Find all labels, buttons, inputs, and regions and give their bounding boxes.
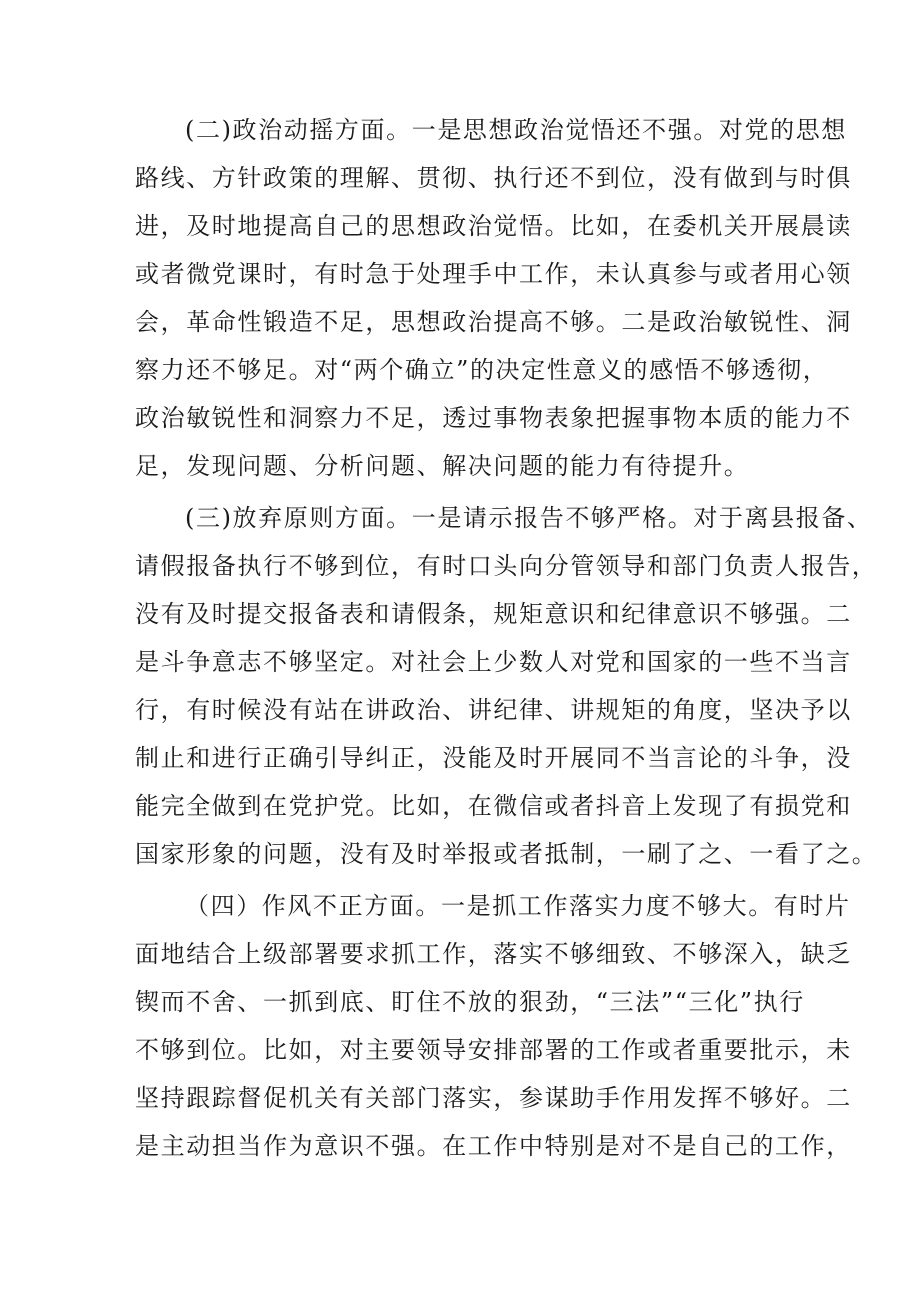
paragraph-line: 足，发现问题、分析问题、解决问题的能力有待提升。 <box>135 452 750 480</box>
paragraph-line: 行，有时候没有站在讲政治、讲纪律、讲规矩的角度，坚决予以 <box>135 696 852 724</box>
paragraph-line: (三)放弃原则方面。一是请示报告不够严格。对于离县报备、 <box>185 504 873 532</box>
paragraph-line: 或者微党课时，有时急于处理手中工作，未认真参与或者用心领 <box>135 260 852 288</box>
paragraph-line: 没有及时提交报备表和请假条，规矩意识和纪律意识不够强。二 <box>135 600 852 628</box>
paragraph-line: 是主动担当作为意识不强。在工作中特别是对不是自己的工作， <box>135 1132 852 1160</box>
paragraph-line: 进，及时地提高自己的思想政治觉悟。比如，在委机关开展晨读 <box>135 212 852 240</box>
paragraph-line: 国家形象的问题，没有及时举报或者抵制，一刷了之、一看了之。 <box>135 840 878 868</box>
paragraph-line: （四）作风不正方面。一是抓工作落实力度不够大。有时片 <box>185 892 851 920</box>
paragraph-line: 是斗争意志不够坚定。对社会上少数人对党和国家的一些不当言 <box>135 648 852 676</box>
paragraph-line: 路线、方针政策的理解、贯彻、执行还不到位，没有做到与时俱 <box>135 164 852 192</box>
paragraph-line: 制止和进行正确引导纠正，没能及时开展同不当言论的斗争，没 <box>135 744 852 772</box>
paragraph-line: 会，革命性锻造不足，思想政治提高不够。二是政治敏锐性、洞 <box>135 308 852 336</box>
paragraph-line: 察力还不够足。对“两个确立”的决定性意义的感悟不够透彻， <box>135 356 829 384</box>
paragraph-line: (二)政治动摇方面。一是思想政治觉悟还不强。对党的思想 <box>185 116 847 144</box>
paragraph-line: 锲而不舍、一抓到底、盯住不放的狠劲，“三法”“三化”执行 <box>135 988 805 1016</box>
paragraph-line: 请假报备执行不够到位，有时口头向分管领导和部门负责人报告， <box>135 552 878 580</box>
paragraph-line: 政治敏锐性和洞察力不足，透过事物表象把握事物本质的能力不 <box>135 404 852 432</box>
paragraph-line: 能完全做到在党护党。比如，在微信或者抖音上发现了有损党和 <box>135 792 852 820</box>
paragraph-line: 不够到位。比如，对主要领导安排部署的工作或者重要批示，未 <box>135 1036 852 1064</box>
paragraph-line: 坚持跟踪督促机关有关部门落实，参谋助手作用发挥不够好。二 <box>135 1084 852 1112</box>
paragraph-line: 面地结合上级部署要求抓工作，落实不够细致、不够深入，缺乏 <box>135 940 852 968</box>
